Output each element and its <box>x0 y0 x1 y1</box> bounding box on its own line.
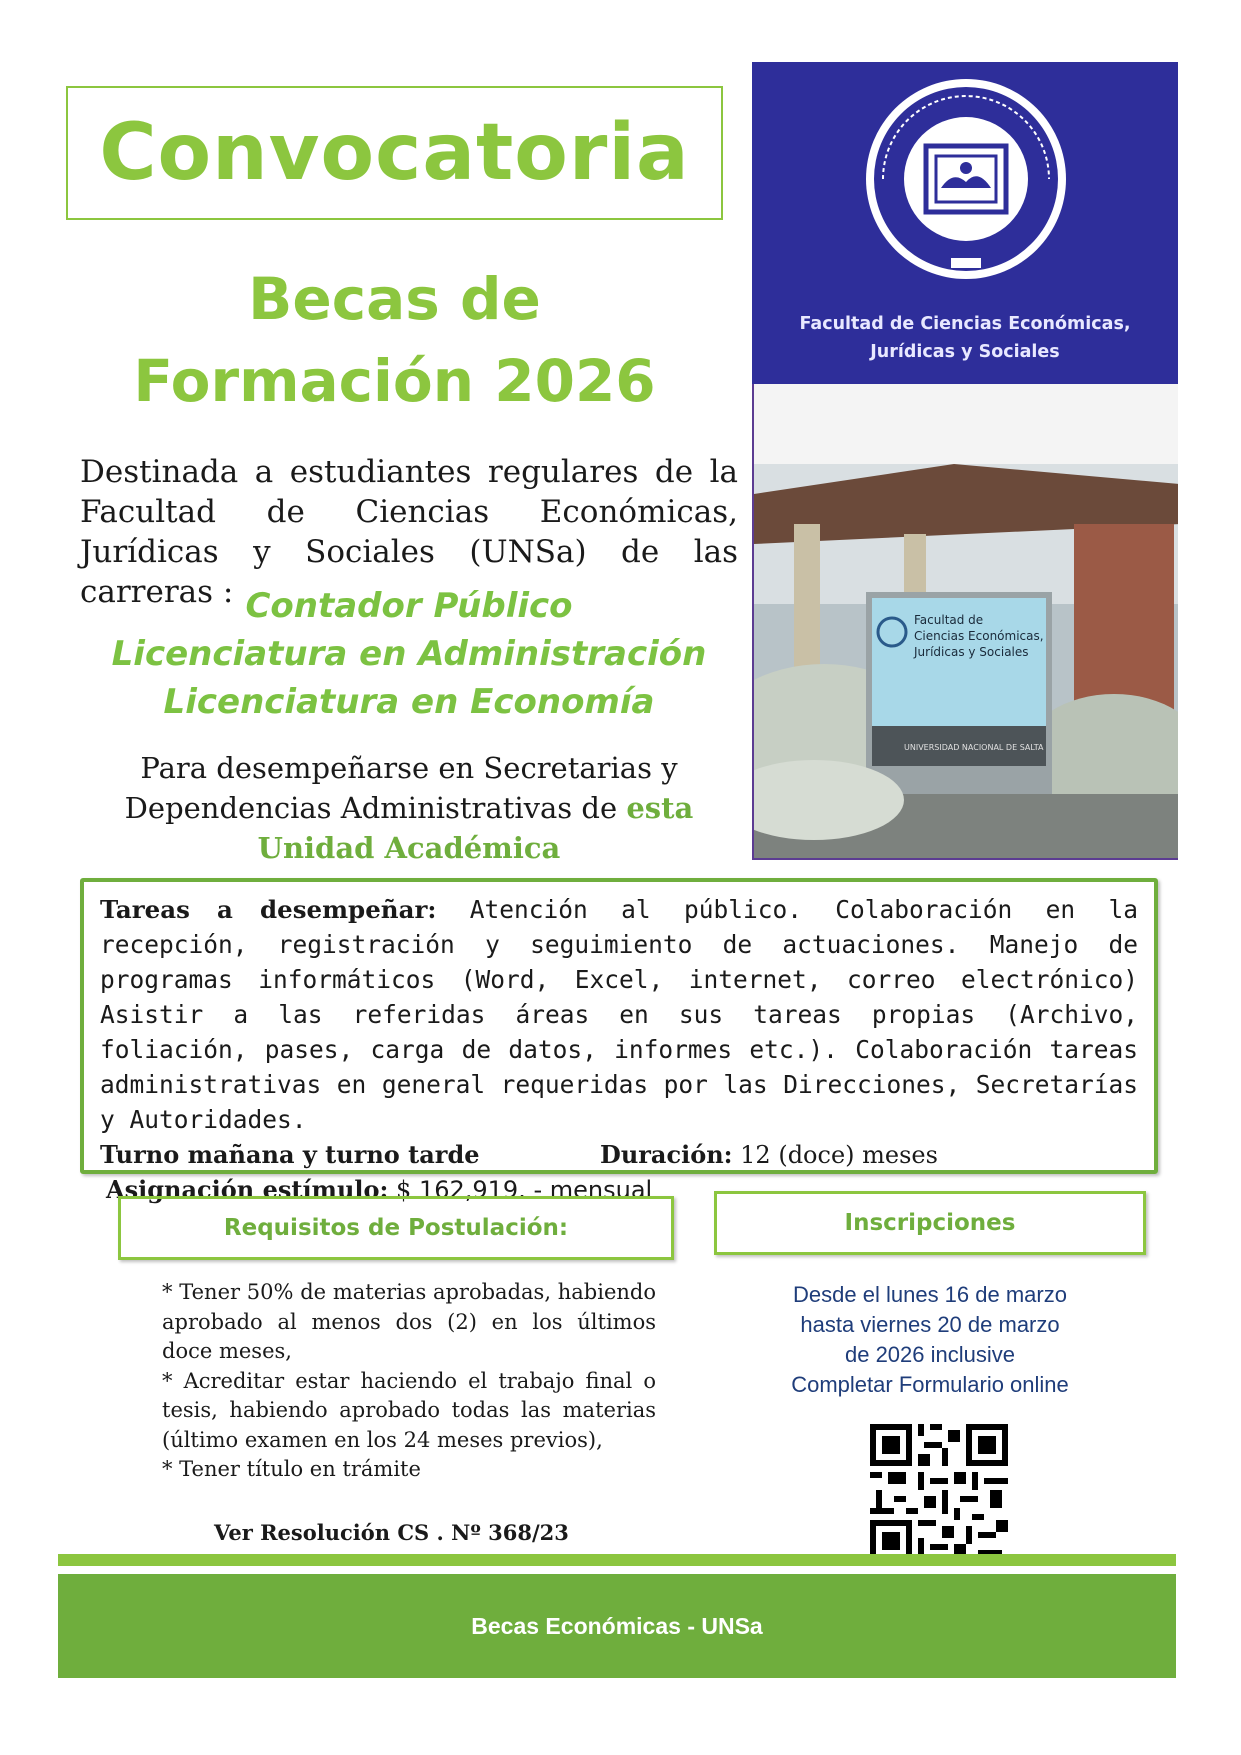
sign-text-bottom: UNIVERSIDAD NACIONAL DE SALTA <box>904 743 1044 752</box>
stipend-value: 162,919. - mensual <box>418 1176 653 1204</box>
sign-text-3: Jurídicas y Sociales <box>914 645 1029 659</box>
inscriptions-line: Completar Formulario online <box>791 1372 1069 1397</box>
faculty-label <box>752 310 1178 366</box>
panel-spacer <box>752 384 1178 464</box>
career-item: Contador Público <box>245 586 573 626</box>
requirement-item: * Acreditar estar haciendo el trabajo final o tesis, habiendo aprobado todas las materias (último examen en los 24 meses previos), <box>162 1368 656 1452</box>
duration-value: 12 (doce) meses <box>740 1141 938 1169</box>
inscriptions-title: Inscripciones <box>844 1210 1016 1236</box>
stipend-currency: $ <box>396 1176 412 1204</box>
footer-stripe <box>58 1554 1176 1566</box>
tasks-text: Atención al público. Colaboración en la recepción, registración y seguimiento de actuaciones. Manejo de programas informáticos (Word, Excel, internet, correo electrónico) Asistir a las referidas áreas en sus tareas propias (Archivo, foliación, pases, carga de datos, informes etc.). Colaboración tareas administrativas en general requeridas por las Direcciones, Secretarías y Autoridades. <box>100 895 1138 1134</box>
qr-code-icon[interactable] <box>864 1418 1014 1568</box>
shift-duration-row <box>100 1137 1138 1172</box>
sign-text-2: Ciencias Económicas, <box>914 629 1044 643</box>
intro-text: Destinada a estudiantes regulares de la Facultad de Ciencias Económicas, Jurídicas y Sociales (UNSa) de las carreras : <box>80 454 738 610</box>
faculty-label-line-2: Jurídicas y Sociales <box>870 342 1060 362</box>
subtitle-line-1: Becas de <box>248 265 541 333</box>
duration-label: Duración: <box>600 1140 733 1169</box>
footer-bar <box>58 1574 1176 1678</box>
faculty-seal-icon <box>863 76 1069 282</box>
inscriptions-details <box>714 1280 1146 1400</box>
purpose-line-2-text: Dependencias Administrativas de <box>124 791 618 825</box>
title-box <box>66 86 723 220</box>
subtitle <box>66 258 723 422</box>
faculty-panel <box>752 62 1178 384</box>
faculty-label-line-1: Facultad de Ciencias Económicas, <box>799 314 1131 334</box>
requirements-title: Requisitos de Postulación: <box>223 1215 569 1241</box>
tasks-description <box>100 892 1138 1137</box>
purpose-highlight-2: Unidad Académica <box>257 831 561 865</box>
footer-text: Becas Económicas - UNSa <box>471 1612 763 1639</box>
building-photo-illustration <box>754 464 1178 860</box>
inscriptions-line: de 2026 inclusive <box>844 1342 1015 1367</box>
career-item: Licenciatura en Administración <box>111 634 707 674</box>
careers-list <box>66 582 752 726</box>
inscriptions-line: Desde el lunes 16 de marzo <box>793 1282 1067 1307</box>
requirements-title-box <box>118 1196 674 1260</box>
subtitle-line-2: Formación 2026 <box>133 347 656 415</box>
sign-text-1: Facultad de <box>914 613 984 627</box>
shift-text: Turno mañana y turno tarde <box>100 1140 480 1169</box>
requirement-item: * Tener 50% de materias aprobadas, habiendo aprobado al menos dos (2) en los últimos doce meses, <box>162 1280 656 1363</box>
purpose-text <box>66 748 752 868</box>
purpose-highlight-1: esta <box>626 791 694 825</box>
tasks-label: Tareas a desempeñar: <box>100 895 437 924</box>
purpose-line-2 <box>66 788 752 828</box>
requirement-item: * Tener título en trámite <box>162 1457 421 1481</box>
inscriptions-title-box <box>714 1191 1146 1255</box>
resolution-reference: Ver Resolución CS . Nº 368/23 <box>214 1520 569 1545</box>
requirements-list <box>162 1278 656 1485</box>
page-title: Convocatoria <box>99 108 690 198</box>
faculty-sign-photo <box>752 464 1178 860</box>
career-item: Licenciatura en Economía <box>163 682 655 722</box>
tasks-box <box>80 878 1158 1204</box>
purpose-line-1: Para desempeñarse en Secretarias y <box>140 751 678 785</box>
stipend-label: Asignación estímulo: <box>106 1175 389 1204</box>
inscriptions-line: hasta viernes 20 de marzo <box>800 1312 1060 1337</box>
